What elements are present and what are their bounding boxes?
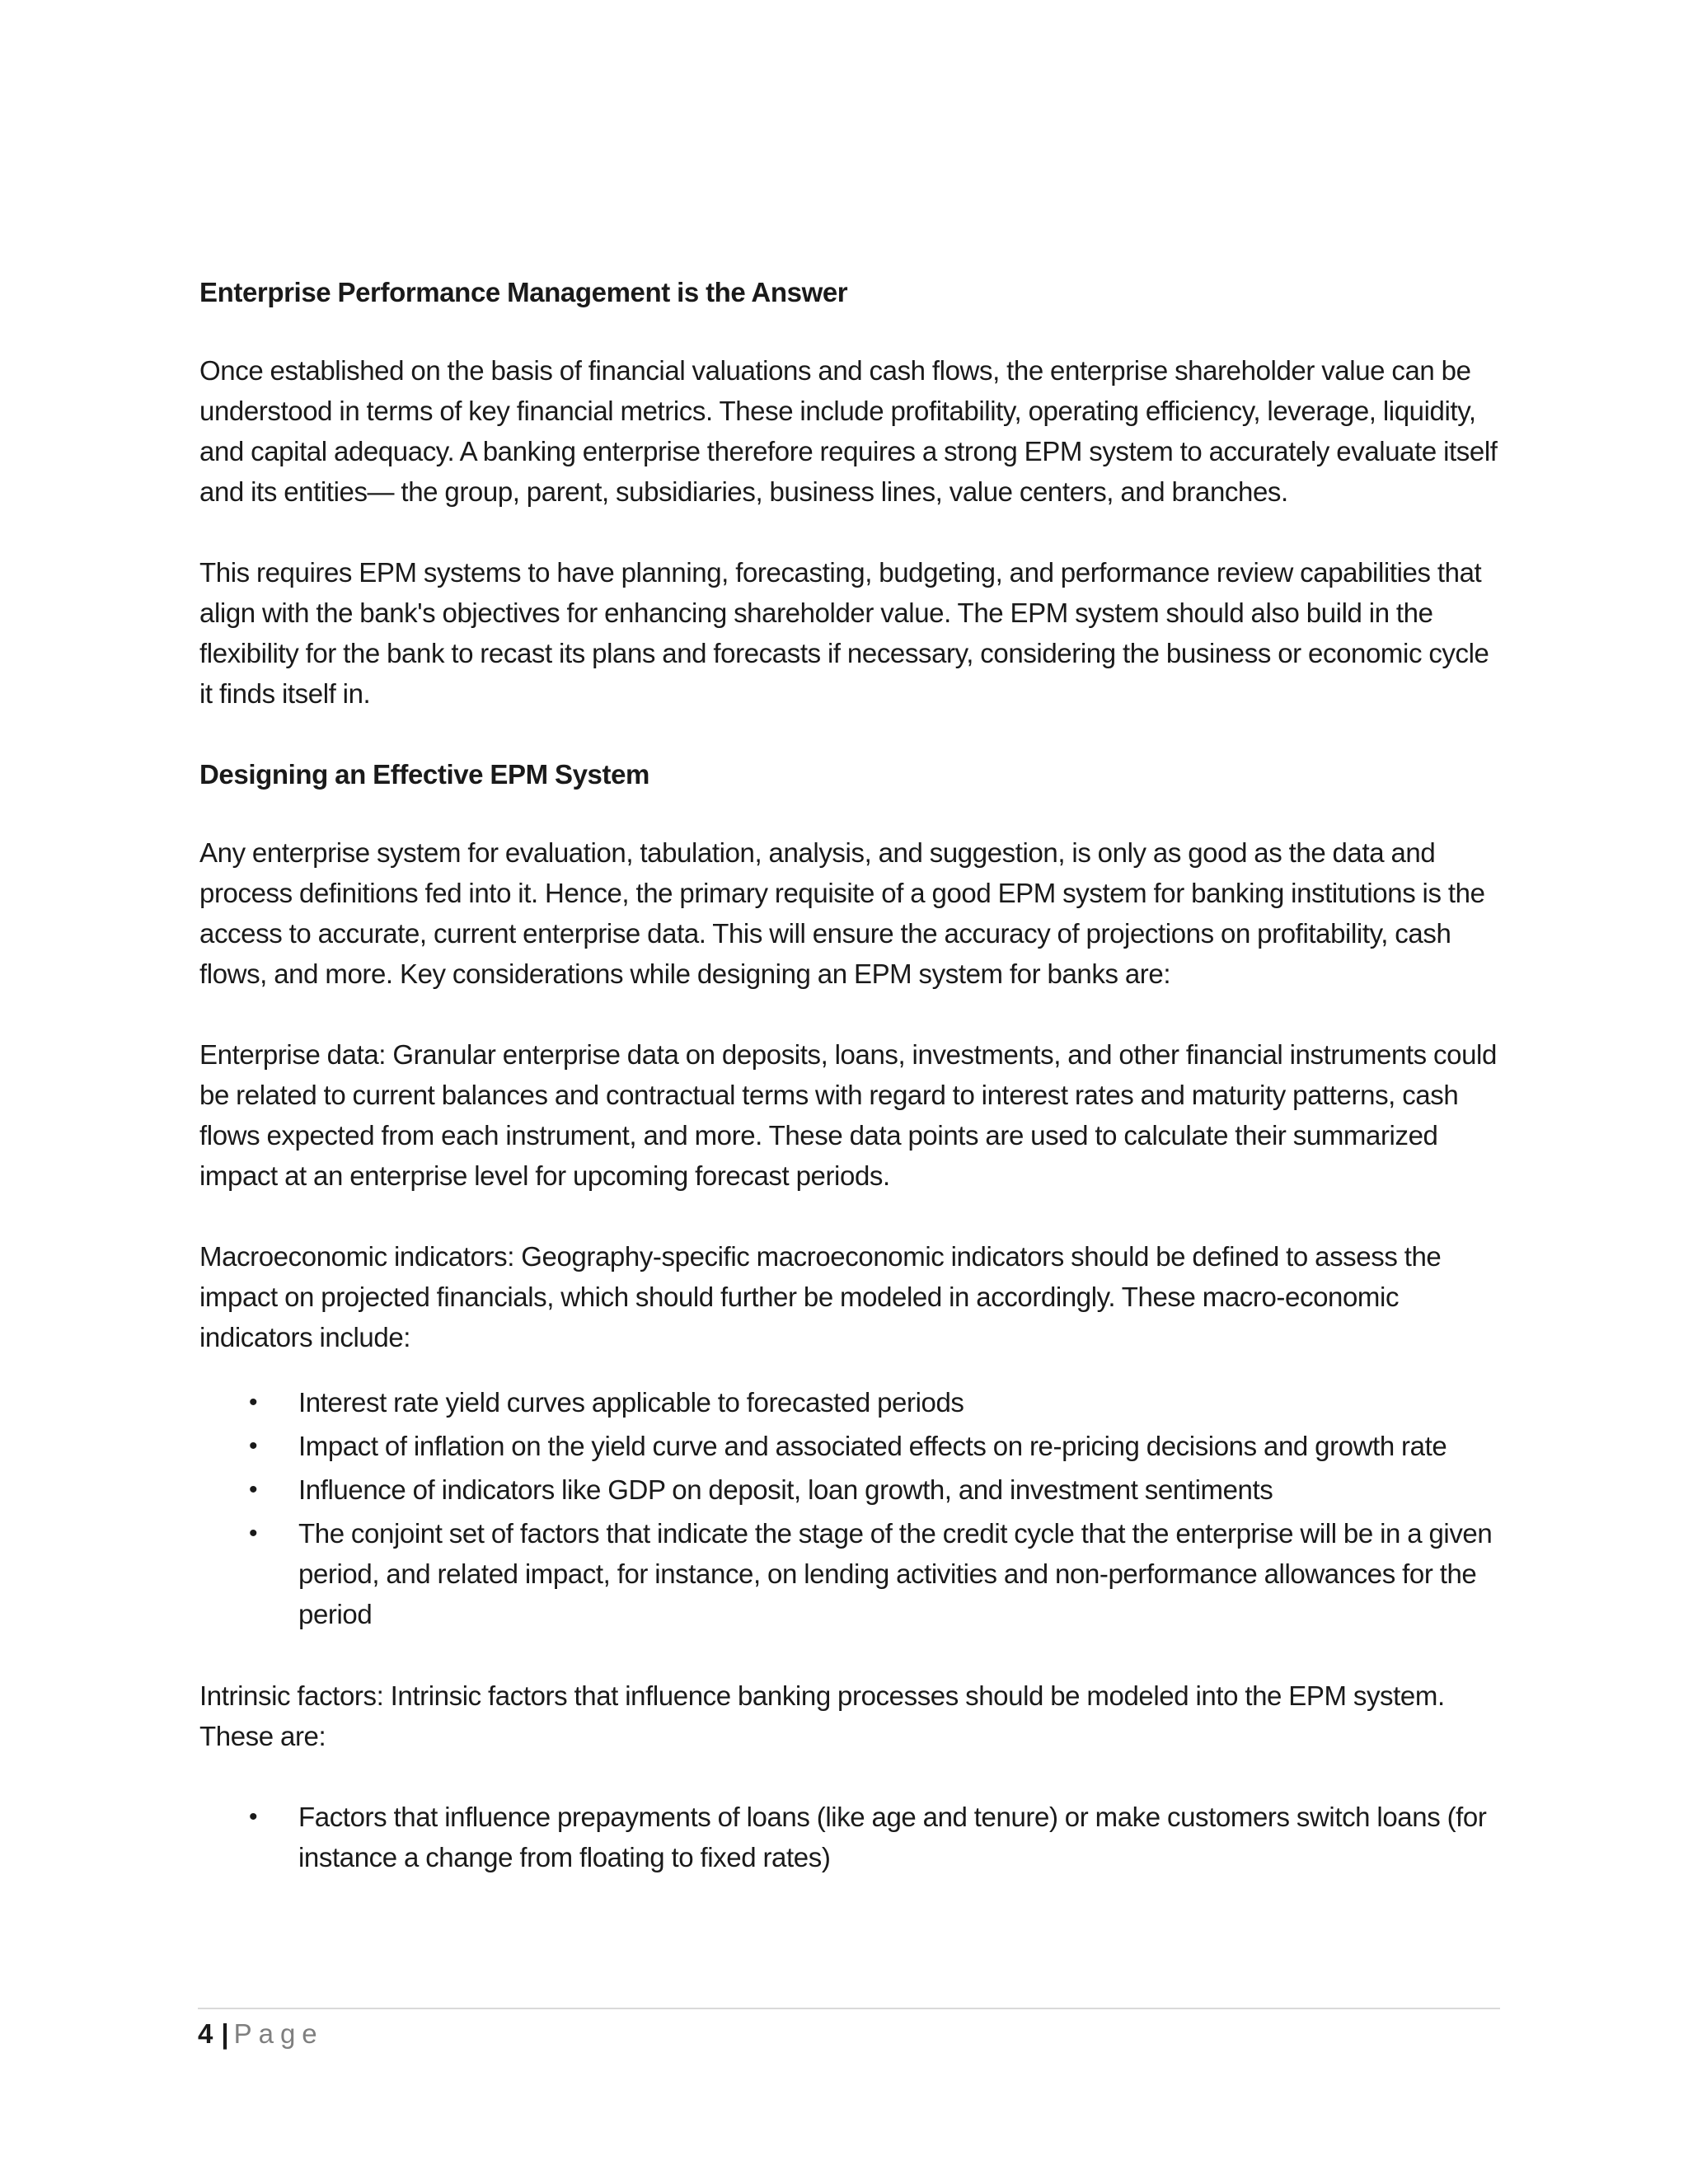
list-item [199,1513,1502,1634]
spacer [199,1357,1502,1382]
list-item [199,1797,1502,1877]
list-item [199,1382,1502,1422]
section-heading-epm-answer: Enterprise Performance Management is the Answer [199,277,848,307]
bullet-list-intrinsic [199,1797,1502,1877]
bullet-icon: • [249,1389,258,1416]
page-number: 4 [198,2018,213,2049]
paragraph-shareholder-value: Once established on the basis of financial valuations and cash flows, the enterprise shareholder value can be understood in terms of key financial metrics. These include profitability, operating efficiency, leverage, liquidity, and capital adequacy. A banking enterprise therefore requires a strong EPM system to accurately evaluate itself and its entities— the group, parent, subsidiaries, business lines, value centers, and branches. [199,355,1498,507]
section-heading-designing-epm: Designing an Effective EPM System [199,759,649,790]
list-item-text: Influence of indicators like GDP on deposit, loan growth, and investment sentiments [298,1474,1273,1505]
spacer [199,512,1502,552]
bullet-icon: • [249,1476,258,1503]
footer-separator: | [221,2018,229,2049]
paragraph-macroeconomic-indicators: Macroeconomic indicators: Geography-specific macroeconomic indicators should be defined to assess the impact on projected financials, which should further be modeled in accordingly. These macro-economic indicators include: [199,1241,1442,1352]
page-label: Page [233,2018,324,2049]
list-item [199,1469,1502,1510]
spacer [199,994,1502,1034]
spacer [199,1756,1502,1797]
list-item-text: Factors that influence prepayments of loans (like age and tenure) or make customers switch loans (for instance a change from floating to fixed rates) [298,1802,1487,1872]
footer-divider [198,2008,1500,2009]
spacer [199,1196,1502,1236]
paragraph-enterprise-data: Enterprise data: Granular enterprise data on deposits, loans, investments, and other financial instruments could be related to current balances and contractual terms with regard to interest rates and maturity patterns, cash flows expected from each instrument, and more. These data points are used to calculate their summarized impact at an enterprise level for upcoming forecast periods. [199,1039,1497,1191]
paragraph-data-quality: Any enterprise system for evaluation, tabulation, analysis, and suggestion, is only as good as the data and process definitions fed into it. Hence, the primary requisite of a good EPM system for banking institutions is the access to accurate, current enterprise data. This will ensure the accuracy of projections on profitability, cash flows, and more. Key considerations while designing an EPM system for banks are: [199,837,1485,989]
page-footer [198,2016,324,2052]
paragraph-epm-requirements: This requires EPM systems to have planning, forecasting, budgeting, and performance review capabilities that align with the bank's objectives for enhancing shareholder value. The EPM system should also build in the flexibility for the bank to recast its plans and forecasts if necessary, considering the business or economic cycle it finds itself in. [199,557,1489,709]
list-item-text: The conjoint set of factors that indicate the stage of the credit cycle that the enterprise will be in a given period, and related impact, for instance, on lending activities and non-performance allowances for the period [298,1518,1493,1629]
bullet-icon: • [249,1432,258,1460]
list-item [199,1426,1502,1466]
paragraph-intrinsic-factors: Intrinsic factors: Intrinsic factors that influence banking processes should be modeled into the EPM system. These are: [199,1680,1445,1751]
bullet-icon: • [249,1803,258,1830]
list-item-text: Impact of inflation on the yield curve and associated effects on re-pricing decisions and growth rate [298,1431,1447,1461]
spacer [199,1638,1502,1675]
bullet-list-macroeconomic [199,1382,1502,1634]
list-item-text: Interest rate yield curves applicable to forecasted periods [298,1387,964,1418]
page-content [199,272,1502,1881]
spacer [199,794,1502,832]
spacer [199,312,1502,350]
spacer [199,714,1502,754]
bullet-icon: • [249,1520,258,1547]
